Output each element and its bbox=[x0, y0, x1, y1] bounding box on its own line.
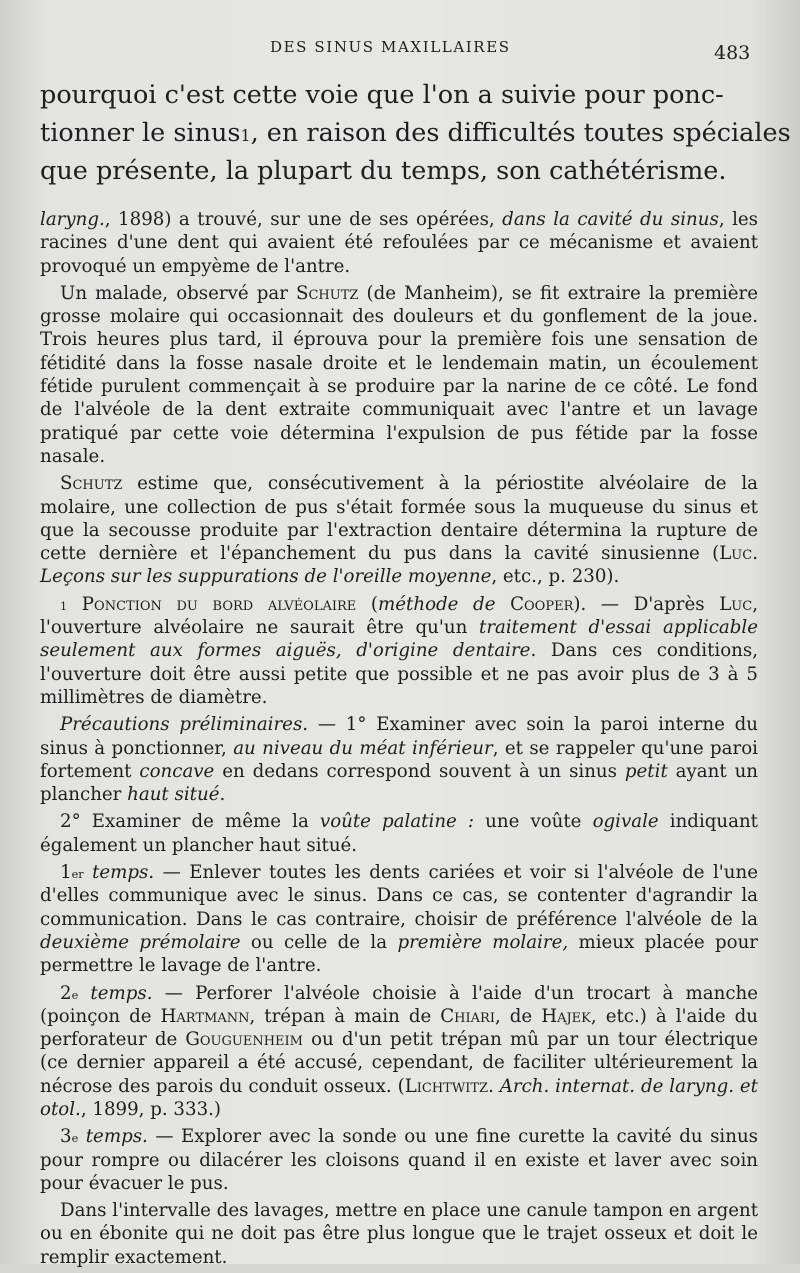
running-title: DES SINUS MAXILLAIRES bbox=[270, 38, 511, 56]
text-run: ogivale bbox=[592, 811, 659, 833]
ordinal-suffix: e bbox=[71, 988, 79, 1002]
footnote-paragraph bbox=[40, 861, 758, 977]
text-run: 3 bbox=[60, 1126, 72, 1148]
text-run: en dedans correspond souvent à un sinus bbox=[214, 760, 625, 782]
text-run: voûte palatine : bbox=[319, 811, 475, 833]
text-run: temps. bbox=[83, 862, 155, 884]
text-run: ou celle de la bbox=[240, 931, 398, 953]
main-text-line: que présente, la plupart du temps, son cathétérisme. bbox=[40, 156, 727, 186]
author-name: Cooper bbox=[510, 593, 574, 615]
author-name: Schutz bbox=[60, 473, 123, 495]
footnote-paragraph bbox=[40, 593, 758, 709]
text-run: laryng. bbox=[40, 209, 105, 230]
text-run: . bbox=[219, 784, 226, 806]
text-run: traitement d'essai applicable seulement aux formes aiguës, d'origine dentaire bbox=[40, 617, 758, 662]
text-run: . bbox=[752, 543, 758, 565]
section-heading: Ponction du bord alvéolaire bbox=[67, 593, 357, 615]
text-run: Dans l'intervalle des lavages, mettre en place une canule tampon en argent ou en ébonite qui ne doit pas être plus longue que le trajet osseux et doit le remplir exactement. bbox=[40, 1200, 758, 1268]
footnote-paragraph bbox=[40, 982, 758, 1122]
text-run: , trépan à main de bbox=[249, 1005, 441, 1027]
text-run: haut situé bbox=[127, 784, 220, 806]
author-name: Hajek bbox=[541, 1005, 591, 1027]
text-run: , de bbox=[494, 1005, 542, 1027]
footnote-paragraph bbox=[40, 1199, 758, 1269]
text-run: , en raison des difficultés toutes spéciales bbox=[250, 118, 791, 148]
footnote-number: 1 bbox=[60, 599, 68, 613]
text-run: temps. bbox=[78, 982, 153, 1004]
text-run: . bbox=[488, 1075, 500, 1097]
author-name: Lichtwitz bbox=[404, 1075, 489, 1097]
text-run: méthode de bbox=[378, 593, 511, 615]
text-run: première molaire, bbox=[397, 931, 569, 953]
footnote-ref: 1 bbox=[240, 126, 251, 145]
text-run: , 1898) a trouvé, sur une de ses opérées, bbox=[104, 209, 503, 230]
main-text bbox=[40, 76, 791, 190]
footnote-paragraph bbox=[40, 713, 758, 806]
text-run: 2° Examiner de même la bbox=[60, 811, 320, 833]
text-run: , 1899, p. 333.) bbox=[80, 1098, 222, 1120]
text-run: — Perforer l'alvéole choisie à l'aide d'un trocart à manche (poinçon de bbox=[40, 982, 758, 1027]
text-run: une voûte bbox=[474, 811, 593, 833]
text-run: . Dans ces conditions, l'ouverture doit être aussi petite que possible et ne pas avoir plus de 3 à 5 millimètres de diamètre. bbox=[40, 640, 759, 708]
main-text-line: pourquoi c'est cette voie que l'on a suivie pour ponc- bbox=[40, 80, 724, 110]
text-run: ). — D'après bbox=[573, 593, 720, 615]
text-run: dans la cavité du sinus bbox=[502, 209, 719, 230]
ordinal-suffix: e bbox=[71, 1132, 79, 1146]
footnote-paragraph bbox=[40, 472, 758, 588]
text-run: , etc., p. 230). bbox=[491, 566, 620, 588]
text-run: Un malade, observé par bbox=[60, 282, 297, 304]
author-name: Luc bbox=[719, 543, 753, 565]
text-run: Précautions préliminaires. bbox=[60, 714, 309, 736]
text-run: , les racines d'une dent qui avaient été refoulées par ce mécanisme et avaient provoqué un empyème de l'antre. bbox=[40, 209, 759, 277]
footnote-paragraph bbox=[40, 810, 758, 857]
page-number: 483 bbox=[714, 42, 751, 64]
author-name: Hartmann bbox=[160, 1005, 250, 1027]
running-head bbox=[0, 36, 800, 62]
text-run: deuxième prémolaire bbox=[40, 931, 241, 953]
text-run: petit bbox=[624, 760, 668, 782]
text-run: , l'ouverture alvéolaire ne saurait être qu'un bbox=[40, 593, 758, 639]
author-name: Schutz bbox=[296, 282, 359, 304]
footnote-paragraph bbox=[40, 1125, 758, 1195]
text-run: concave bbox=[139, 760, 215, 782]
author-name: Luc bbox=[719, 593, 753, 615]
text-run: , et se rappeler qu'une paroi fortement bbox=[40, 737, 758, 782]
text-run: — Explorer avec la sonde ou une fine curette la cavité du sinus pour rompre ou dilacérer les cloisons quand il en existe et laver avec soin pour évacuer le pus. bbox=[40, 1126, 759, 1194]
footnote-paragraph bbox=[40, 208, 758, 278]
text-run: temps. bbox=[78, 1126, 148, 1148]
footnote-paragraph bbox=[40, 282, 758, 468]
text-run: estime que, consécutivement à la périostite alvéolaire de la molaire, une collection de pus s'était formée sous la muqueuse du sinus et que la secousse produite par l'extraction dentaire détermina la rupture de cette dernière et l'épanchement du pus dans la cavité sinusienne ( bbox=[40, 473, 758, 565]
text-run: ( bbox=[356, 593, 379, 615]
text-run: ayant un plancher bbox=[40, 760, 758, 806]
text-run: au niveau du méat inférieur bbox=[233, 737, 493, 759]
text-run: — 1° Examiner avec soin la paroi interne du sinus à ponctionner, bbox=[40, 714, 758, 759]
text-run: (de Manheim), se fit extraire la première grosse molaire qui occasionnait des douleurs et du gonflement de la joue. Trois heures plus tard, il éprouva pour la première fois une sensation de fétidité dans la fosse nasale droite et le lendemain matin, un écoulement fétide purulent commençait à se produire par la narine de ce côté. Le fond de l'alvéole de la dent extraite communiquait avec l'antre et un lavage pratiqué par cette voie détermina l'expulsion de pus fétide par la fosse nasale. bbox=[40, 282, 758, 467]
author-name: Gouguenheim bbox=[185, 1029, 303, 1051]
ordinal-suffix: er bbox=[71, 868, 84, 882]
text-run: Arch. internat. de laryng. et otol. bbox=[40, 1075, 758, 1120]
main-text-line bbox=[40, 114, 791, 152]
text-run: indiquant également un plancher haut situé. bbox=[40, 811, 758, 856]
text-run: — Enlever toutes les dents cariées et voir si l'alvéole de l'une d'elles communique avec le sinus. Dans ce cas, se contenter d'agrandir la communication. Dans le cas contraire, choisir de préférence l'alvéole de la bbox=[40, 862, 758, 930]
text-run: 2 bbox=[60, 982, 72, 1004]
footnote-block bbox=[40, 208, 758, 1273]
text-run: 1 bbox=[60, 862, 72, 884]
text-run: tionner le sinus bbox=[40, 118, 241, 148]
text-run: Leçons sur les suppurations de l'oreille moyenne bbox=[40, 566, 492, 588]
text-run: ou d'un petit trépan mû par un tour électrique (ce dernier appareil a été accusé, cependant, de faciliter ultérieurement la nécrose des parois du conduit osseux. ( bbox=[40, 1029, 758, 1097]
text-run: , etc.) à l'aide du perforateur de bbox=[40, 1005, 759, 1051]
author-name: Chiari bbox=[440, 1005, 495, 1027]
text-run: mieux placée pour permettre le lavage de l'antre. bbox=[40, 931, 759, 977]
